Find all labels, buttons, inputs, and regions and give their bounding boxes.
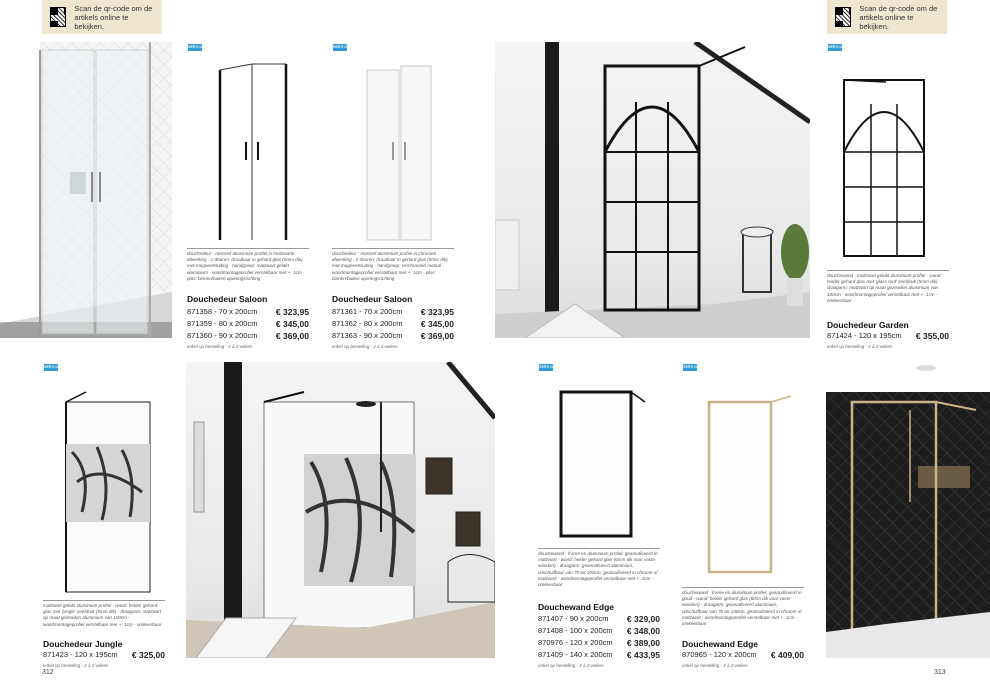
edge-gold-installed-illustration	[826, 362, 990, 658]
delivery-note: enkel op bestelling - 2 à 3 weken	[332, 344, 398, 349]
product-title: Douchedeur Saloon	[332, 294, 413, 304]
photo-saloon-shower	[0, 42, 172, 338]
online-badge: VERTI ONLINE	[539, 365, 564, 369]
product-description: douchewand - frame en aluminium profiel, geanodiseerd in goud - wand: helder gehard glas (6mm dik voor vaste wanden) - draagarm: geanodiseerd aluminium, uitschuifbaar van 70 tot 100cm, geanodiseerd in chroom of matzwart - wandmontageprofiel verstelbaar met +- 1cm - omkeerbaar	[682, 587, 804, 627]
qr-instruction: Scan de qr-code om de artikels online te bekijken.	[859, 3, 938, 31]
edge-gold-screen-drawing	[681, 362, 805, 582]
product-title: Douchewand Edge	[538, 602, 615, 612]
product-description: douchewand - matzwart gelakt aluminium profiel - wand: helder gehard glas met 'glass roof' zeefdruk (5mm dik) - draagarm: matzwart op maat gezeaden aluminium van 100cm - wandmontageprofiel verstelbaar met +- 1cm - omkeerbaar	[827, 270, 949, 304]
page-number-left: 312	[42, 669, 54, 676]
photo-jungle-shower	[186, 362, 495, 658]
product-description: douchedeur - massief aluminium profiel in matzwarte afwerking - 2 deuren: draaibaar in gehard glas (5mm dik) met magneetsluiting - handgreep: matzwart gelakt aluminium - wandmontageprofiel verstelbaar met +- 1cm - plus: binnen/buiten openingsrichting	[187, 248, 309, 282]
price-row: 871408 - 100 x 200cm € 348,00	[538, 626, 660, 636]
jungle-screen-drawing	[42, 362, 166, 596]
qr-code-icon[interactable]	[835, 7, 851, 27]
jungle-installed-illustration	[186, 362, 495, 658]
online-badge: VERTI ONLINE	[188, 45, 213, 49]
price-row: 871358 - 70 x 200cm € 323,95	[187, 307, 309, 317]
product-description: douchewand - frame en aluminium profiel, geanodiseerd in matzwart - wand: helder gehard glas (6mm dik voor vaste wanden) - draagarm: geanodiseerd aluminium, uitschuifbaar van 70 tot 100cm, geanodiseerd in chroom of matzwart - wandmontageprofiel verstelbaar met +- 1cm - omkeerbaar	[538, 548, 660, 588]
saloon-chrome-door-drawing	[331, 42, 455, 242]
qr-code-icon[interactable]	[50, 7, 66, 27]
product-title: Douchedeur Saloon	[187, 294, 268, 304]
photo-garden-shower	[495, 42, 810, 338]
online-badge: VERTI ONLINE	[44, 365, 69, 369]
product-image-jungle	[42, 362, 166, 596]
saloon-installed-illustration	[0, 42, 172, 338]
price-row: 871423 - 120 x 195cm € 325,00	[43, 650, 165, 660]
product-title: Douchedeur Garden	[827, 320, 909, 330]
product-image-saloon-chrome	[331, 42, 455, 242]
product-title: Douchewand Edge	[682, 639, 759, 649]
qr-instruction: Scan de qr-code om de artikels online te bekijken.	[74, 3, 153, 31]
photo-edge-gold-shower	[826, 362, 990, 658]
saloon-black-door-drawing	[186, 42, 310, 242]
product-description: matzwart gelakt aluminium profiel - wand: helder gehard glas met 'jungle' zeefdruk (5mm dik) - draagarm: matzwart op maat gezeaden aluminium van 100cm - wandmontageprofiel verstelbaar met +- 1cm - omkeerbaar	[43, 600, 165, 628]
product-image-edge-black	[537, 362, 661, 542]
price-row: 871361 - 70 x 200cm € 323,95	[332, 307, 454, 317]
garden-installed-illustration	[495, 42, 810, 338]
price-row: 871360 - 90 x 200cm € 369,00	[187, 331, 309, 341]
price-row: 871424 - 120 x 195cm € 355,00	[827, 331, 949, 341]
product-title: Douchedeur Jungle	[43, 639, 123, 649]
product-image-edge-gold	[681, 362, 805, 582]
online-badge: VERTI ONLINE	[683, 365, 708, 369]
delivery-note: enkel op bestelling - 2 à 3 weken	[43, 663, 109, 668]
product-image-garden	[826, 42, 950, 262]
product-image-saloon-black	[186, 42, 310, 242]
delivery-note: enkel op bestelling - 2 à 3 weken	[538, 663, 604, 668]
price-row: 870965 - 120 x 200cm € 409,00	[682, 650, 804, 660]
price-row: 871363 - 90 x 200cm € 369,00	[332, 331, 454, 341]
online-badge: VERTI ONLINE	[333, 45, 358, 49]
garden-screen-drawing	[826, 42, 950, 262]
price-row: 871359 - 80 x 200cm € 345,00	[187, 319, 309, 329]
qr-info-box-right	[827, 0, 947, 34]
page-number-right: 313	[934, 669, 946, 676]
price-row: 871407 - 90 x 200cm € 329,00	[538, 614, 660, 624]
qr-info-box	[42, 0, 162, 34]
online-badge: VERTI ONLINE	[828, 45, 853, 49]
delivery-note: enkel op bestelling - 2 à 3 weken	[187, 344, 253, 349]
edge-black-screen-drawing	[537, 362, 661, 542]
price-row: 871362 - 80 x 200cm € 345,00	[332, 319, 454, 329]
price-row: 870976 - 120 x 200cm € 389,00	[538, 638, 660, 648]
price-row: 871409 - 140 x 200cm € 433,95	[538, 650, 660, 660]
delivery-note: enkel op bestelling - 2 à 3 weken	[682, 663, 748, 668]
delivery-note: enkel op bestelling - 2 à 3 weken	[827, 344, 893, 349]
product-description: douchedeur - massief aluminium profiel in chromen afwerking - 2 deuren: draaibaar in gehard glas (5mm dik) met magneetsluiting - handgreep: verchroomd metaal - wandmontageprofiel verstelbaar met +- 1cm - plus: binnen/buiten openingsrichting	[332, 248, 454, 282]
